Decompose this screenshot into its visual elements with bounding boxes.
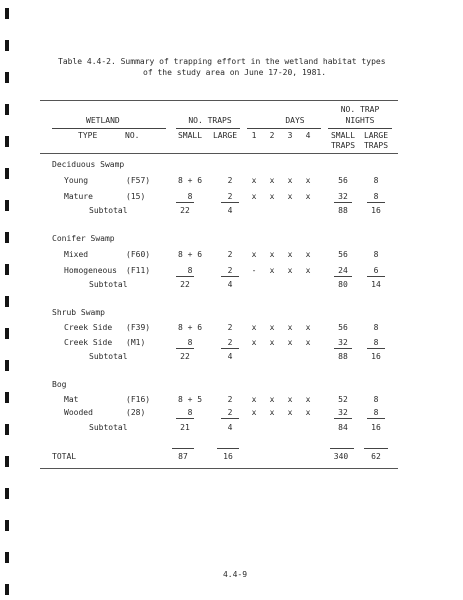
total-large-nights: 62 <box>371 452 381 461</box>
header-no-traps: NO. TRAPS <box>188 116 232 125</box>
subtotal-small-traps: 21 <box>180 423 190 432</box>
cell-large-traps: 2 <box>227 176 233 185</box>
cell-no: (F60) <box>126 250 151 259</box>
cell-day-4: x <box>305 250 311 259</box>
cell-no: (28) <box>126 408 146 417</box>
cell-day-4: x <box>305 408 311 417</box>
cell-type: Young <box>64 176 89 185</box>
total-overline <box>364 448 388 449</box>
cell-small-nights: 56 <box>338 323 348 332</box>
subtotal-underline <box>367 418 385 419</box>
table-caption-line-2: of the study area on June 17-20, 1981. <box>143 68 327 77</box>
cell-day-4: x <box>305 192 311 201</box>
total-large-traps: 16 <box>223 452 233 461</box>
cell-small-traps: 8 + 6 <box>177 250 203 259</box>
cell-day-4: x <box>305 266 311 275</box>
page-number: 4.4-9 <box>222 570 248 579</box>
cell-day-4: x <box>305 323 311 332</box>
subtotal-small-nights: 80 <box>338 280 348 289</box>
cell-large-nights: 8 <box>373 250 379 259</box>
header-large-traps-2: TRAPS <box>363 141 389 150</box>
cell-day-2: x <box>269 408 275 417</box>
subtotal-large-traps: 4 <box>227 280 233 289</box>
cell-type: Mixed <box>64 250 89 259</box>
cell-small-traps: 8 + 6 <box>177 176 203 185</box>
subtotal-underline <box>334 276 352 277</box>
header-top-rule <box>40 100 398 101</box>
subtotal-underline <box>176 202 194 203</box>
cell-day-3: x <box>287 266 293 275</box>
subtotal-small-nights: 88 <box>338 206 348 215</box>
header-small-traps-2: TRAPS <box>330 141 356 150</box>
cell-day-3: x <box>287 323 293 332</box>
header-trap-nights-2: NIGHTS <box>345 116 375 125</box>
header-no: NO. <box>125 131 140 140</box>
total-overline <box>172 448 194 449</box>
cell-day-2: x <box>269 250 275 259</box>
cell-day-1: x <box>251 323 257 332</box>
group-title: Conifer Swamp <box>52 234 115 243</box>
cell-large-traps: 2 <box>227 338 233 347</box>
cell-day-1: x <box>251 395 257 404</box>
cell-no: (F11) <box>126 266 151 275</box>
cell-type: Mat <box>64 395 79 404</box>
subtotal-underline <box>221 276 239 277</box>
header-trap-nights-rule <box>328 128 392 129</box>
cell-day-4: x <box>305 395 311 404</box>
header-wetland: WETLAND <box>86 116 120 125</box>
cell-day-3: x <box>287 250 293 259</box>
cell-large-nights: 8 <box>373 395 379 404</box>
subtotal-small-nights: 84 <box>338 423 348 432</box>
subtotal-underline <box>176 418 194 419</box>
cell-small-traps: 8 <box>187 266 193 275</box>
header-days-rule <box>247 128 321 129</box>
cell-day-4: x <box>305 338 311 347</box>
group-title: Bog <box>52 380 67 389</box>
cell-small-nights: 24 <box>338 266 348 275</box>
cell-day-1: x <box>251 250 257 259</box>
cell-day-2: x <box>269 323 275 332</box>
subtotal-underline <box>367 348 385 349</box>
group-title: Shrub Swamp <box>52 308 105 317</box>
subtotal-large-nights: 16 <box>371 352 381 361</box>
subtotal-large-nights: 16 <box>371 206 381 215</box>
cell-no: (15) <box>126 192 146 201</box>
cell-small-nights: 32 <box>338 338 348 347</box>
cell-large-nights: 8 <box>373 176 379 185</box>
cell-large-traps: 2 <box>227 266 233 275</box>
header-days: DAYS <box>285 116 305 125</box>
cell-day-3: x <box>287 408 293 417</box>
total-overline <box>217 448 239 449</box>
cell-large-nights: 8 <box>373 338 379 347</box>
subtotal-label: Subtotal <box>89 352 128 361</box>
subtotal-underline <box>221 202 239 203</box>
cell-small-nights: 32 <box>338 408 348 417</box>
subtotal-underline <box>367 202 385 203</box>
cell-no: (M1) <box>126 338 146 347</box>
subtotal-underline <box>176 348 194 349</box>
header-large: LARGE <box>212 131 238 140</box>
cell-small-traps: 8 <box>187 338 193 347</box>
total-label: TOTAL <box>52 452 77 461</box>
cell-day-1: x <box>251 176 257 185</box>
cell-large-nights: 8 <box>373 192 379 201</box>
cell-no: (F16) <box>126 395 151 404</box>
cell-day-3: x <box>287 192 293 201</box>
subtotal-small-traps: 22 <box>180 352 190 361</box>
table-caption-line-1: Table 4.4-2. Summary of trapping effort in the wetland habitat types <box>58 57 386 66</box>
subtotal-large-nights: 14 <box>371 280 381 289</box>
cell-no: (F39) <box>126 323 151 332</box>
subtotal-large-traps: 4 <box>227 423 233 432</box>
header-large-traps-1: LARGE <box>363 131 389 140</box>
cell-day-2: x <box>269 338 275 347</box>
cell-small-traps: 8 + 5 <box>177 395 203 404</box>
subtotal-underline <box>334 202 352 203</box>
subtotal-large-traps: 4 <box>227 352 233 361</box>
subtotal-small-traps: 22 <box>180 206 190 215</box>
cell-large-nights: 8 <box>373 323 379 332</box>
subtotal-small-traps: 22 <box>180 280 190 289</box>
cell-type: Homogeneous <box>64 266 117 275</box>
total-small-traps: 87 <box>178 452 188 461</box>
subtotal-small-nights: 88 <box>338 352 348 361</box>
subtotal-underline <box>367 276 385 277</box>
cell-large-traps: 2 <box>227 192 233 201</box>
cell-large-traps: 2 <box>227 408 233 417</box>
cell-small-nights: 56 <box>338 250 348 259</box>
header-small: SMALL <box>177 131 203 140</box>
cell-large-nights: 6 <box>373 266 379 275</box>
cell-large-nights: 8 <box>373 408 379 417</box>
subtotal-large-traps: 4 <box>227 206 233 215</box>
cell-day-1: x <box>251 338 257 347</box>
header-bottom-rule <box>40 153 398 154</box>
total-overline <box>330 448 354 449</box>
cell-day-2: x <box>269 176 275 185</box>
subtotal-label: Subtotal <box>89 280 128 289</box>
cell-small-traps: 8 <box>187 192 193 201</box>
header-day-2: 2 <box>269 131 275 140</box>
subtotal-underline <box>334 418 352 419</box>
subtotal-underline <box>221 348 239 349</box>
cell-day-3: x <box>287 395 293 404</box>
cell-type: Creek Side <box>64 338 113 347</box>
table-bottom-rule <box>40 468 398 469</box>
cell-day-1: x <box>251 192 257 201</box>
cell-day-1: x <box>251 408 257 417</box>
cell-large-traps: 2 <box>227 250 233 259</box>
cell-day-2: x <box>269 266 275 275</box>
cell-small-traps: 8 <box>187 408 193 417</box>
cell-type: Creek Side <box>64 323 113 332</box>
subtotal-label: Subtotal <box>89 206 128 215</box>
cell-day-4: x <box>305 176 311 185</box>
cell-large-traps: 2 <box>227 323 233 332</box>
cell-type: Wooded <box>64 408 93 417</box>
cell-day-1: - <box>251 266 257 275</box>
header-wetland-rule <box>52 128 166 129</box>
cell-type: Mature <box>64 192 93 201</box>
cell-day-2: x <box>269 192 275 201</box>
cell-no: (F57) <box>126 176 151 185</box>
cell-large-traps: 2 <box>227 395 233 404</box>
header-small-traps-1: SMALL <box>330 131 356 140</box>
header-no-traps-rule <box>176 128 240 129</box>
total-small-nights: 340 <box>333 452 349 461</box>
subtotal-underline <box>221 418 239 419</box>
subtotal-large-nights: 16 <box>371 423 381 432</box>
subtotal-label: Subtotal <box>89 423 128 432</box>
cell-small-traps: 8 + 6 <box>177 323 203 332</box>
header-day-4: 4 <box>305 131 311 140</box>
cell-day-2: x <box>269 395 275 404</box>
header-type: TYPE <box>78 131 98 140</box>
group-title: Deciduous Swamp <box>52 160 125 169</box>
cell-small-nights: 52 <box>338 395 348 404</box>
header-day-3: 3 <box>287 131 293 140</box>
cell-day-3: x <box>287 338 293 347</box>
subtotal-underline <box>334 348 352 349</box>
cell-small-nights: 56 <box>338 176 348 185</box>
subtotal-underline <box>176 276 194 277</box>
cell-small-nights: 32 <box>338 192 348 201</box>
header-trap-nights-1: NO. TRAP <box>340 105 380 114</box>
header-day-1: 1 <box>251 131 257 140</box>
cell-day-3: x <box>287 176 293 185</box>
